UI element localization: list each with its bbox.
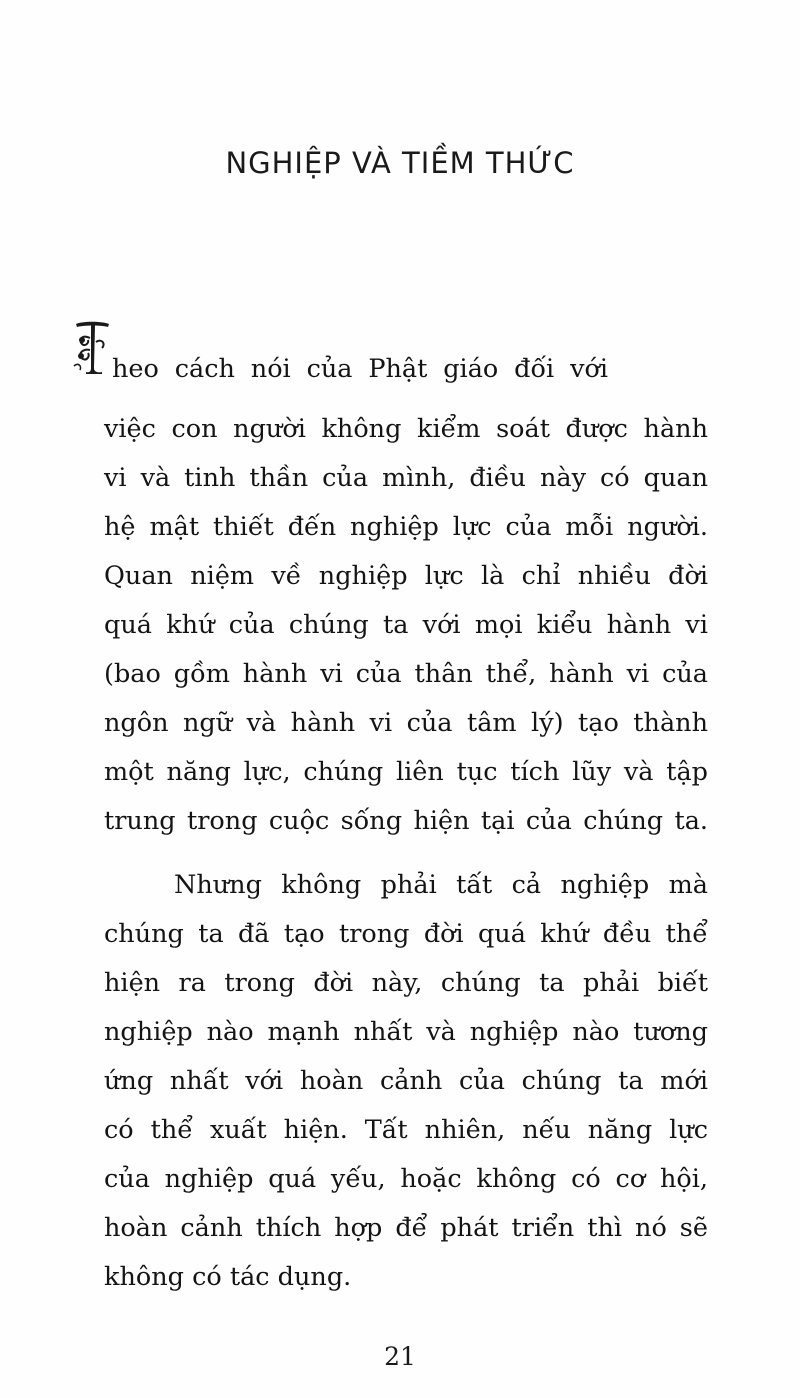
text-line: có thể xuất hiện. Tất nhiên, nếu năng lực: [104, 1115, 708, 1145]
text-line: (bao gồm hành vi của thân thể, hành vi của: [104, 659, 708, 689]
text-line: chúng ta đã tạo trong đời quá khứ đều thể: [104, 919, 708, 949]
text-line: ngôn ngữ và hành vi của tâm lý) tạo thành: [104, 708, 708, 738]
text-line: của nghiệp quá yếu, hoặc không có cơ hội,: [104, 1164, 708, 1194]
text-line: hoàn cảnh thích hợp để phát triển thì nó sẽ: [104, 1213, 708, 1243]
ornamental-drop-cap-icon: [72, 316, 112, 378]
text-line: nghiệp nào mạnh nhất và nghiệp nào tương: [104, 1017, 708, 1047]
text-line: không có tác dụng.: [104, 1262, 352, 1292]
text-line: hiện ra trong đời này, chúng ta phải biết: [104, 968, 708, 998]
text-line: heo cách nói của Phật giáo đối với: [112, 354, 608, 384]
page-number: 21: [384, 1342, 416, 1371]
chapter-title: NGHIỆP VÀ TIỀM THỨC: [225, 146, 575, 180]
text-line: việc con người không kiểm soát được hành: [104, 414, 708, 444]
text-line: hệ mật thiết đến nghiệp lực của mỗi người.: [104, 512, 708, 542]
text-line: Quan niệm về nghiệp lực là chỉ nhiều đời: [104, 561, 708, 591]
text-line: một năng lực, chúng liên tục tích lũy và tập: [104, 757, 708, 787]
text-line: quá khứ của chúng ta với mọi kiểu hành vi: [104, 610, 708, 640]
text-line: vi và tinh thần của mình, điều này có quan: [104, 463, 708, 493]
text-line: trung trong cuộc sống hiện tại của chúng ta.: [104, 806, 708, 836]
text-line: Nhưng không phải tất cả nghiệp mà: [174, 870, 708, 900]
text-line: ứng nhất với hoàn cảnh của chúng ta mới: [104, 1066, 708, 1096]
